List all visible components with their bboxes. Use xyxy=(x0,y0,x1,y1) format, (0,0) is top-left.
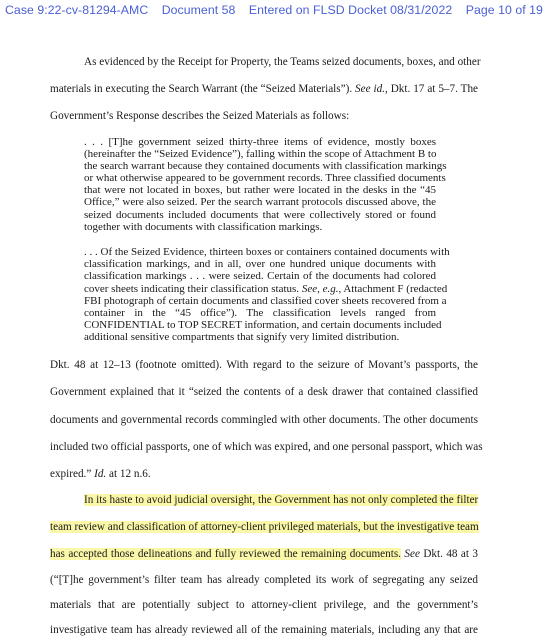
text-run: cover sheets indicating their classification status. xyxy=(84,282,302,295)
quote-line: . . . Of the Seized Evidence, thirteen boxes or containers contained documents with xyxy=(84,246,450,258)
quote-line: container in the “45 office”). The classification levels ranged from xyxy=(84,306,436,319)
para3-line: investigative team has already reviewed all of the remaining materials, including any that are xyxy=(50,624,478,636)
quote-line: the search warrant because they contained documents with classification markings xyxy=(84,159,447,172)
citation-signal: See, e.g. xyxy=(301,282,339,295)
text-run: materials in executing the Search Warrant (the “Seized Materials”). xyxy=(50,83,356,96)
para1-line: Government’s Response describes the Seized Materials as follows: xyxy=(50,110,350,123)
para2-line: Government explained that it “seized the contents of a desk drawer that contained classified xyxy=(50,386,478,399)
text-run: at 12 n.6. xyxy=(106,467,151,480)
quote-line: (hereinafter the “Seized Evidence”), falling within the scope of Attachment B to xyxy=(84,147,437,160)
citation-signal: See xyxy=(404,548,420,561)
para3-line: materials that are potentially subject to attorney-client privilege, and the government’s xyxy=(50,598,478,611)
quote-line: . . . [T]he government seized thirty-three items of evidence, mostly boxes xyxy=(84,135,436,148)
citation-signal: See id. xyxy=(355,83,385,96)
highlighted-text: team review and classification of attorney-client privileged materials, but the investigative team xyxy=(50,521,479,534)
para2-line: Dkt. 48 at 12–13 (footnote omitted). With regard to the seizure of Movant’s passports, the xyxy=(50,359,478,372)
para3-line xyxy=(50,521,478,534)
para3-line: (“[T]he government’s filter team has already completed its work of segregating any seized xyxy=(50,573,478,586)
quote-line: FBI photograph of certain documents and classified cover sheets recovered from a xyxy=(84,294,447,307)
highlighted-text: In its haste to avoid judicial oversight, the Government has not only completed the filter xyxy=(84,493,479,506)
quote-line: additional sensitive compartments that signify very limited distribution. xyxy=(84,331,400,344)
para2-line: included two official passports, one of which was expired, and one personal passport, which was xyxy=(50,440,483,453)
docket-header xyxy=(0,3,543,17)
para3-line xyxy=(50,548,478,561)
document-number: Document 58 xyxy=(161,3,236,17)
text-run: expired.” xyxy=(50,467,95,480)
case-number: Case 9:22-cv-81294-AMC xyxy=(5,3,149,17)
text-run: Dkt. 48 at 3 xyxy=(419,548,479,561)
page-number: Page 10 of 19 xyxy=(465,3,543,17)
quote-line: that were not located in boxes, but rather were located in the desks in the “45 xyxy=(84,184,436,197)
quote-line: classification markings . . . were seized. Certain of the documents had colored xyxy=(84,270,436,283)
quote-line: or what otherwise appeared to be government records. Three classified documents xyxy=(84,172,446,184)
quote-line xyxy=(84,282,448,296)
para3-line xyxy=(84,494,478,507)
para2-line xyxy=(50,468,151,481)
quote-line: seized documents included documents that were collectively stored or found xyxy=(84,208,436,221)
para2-line: documents and governmental records commingled with other documents. The other documents xyxy=(50,413,478,426)
quote-line: together with documents with classification markings. xyxy=(84,220,323,233)
text-run: , Attachment F (redacted xyxy=(338,282,448,295)
citation-signal: Id. xyxy=(94,467,107,480)
quote-line: CONFIDENTIAL to TOP SECRET information, and certain documents included xyxy=(84,318,442,331)
quote-line: classification markings, and in all, over one hundred unique documents with xyxy=(84,258,436,271)
highlighted-text: has accepted those delineations and fully reviewed the remaining documents. xyxy=(50,548,401,561)
para1-line: As evidenced by the Receipt for Property, the Teams seized documents, boxes, and other xyxy=(84,56,481,68)
para1-line xyxy=(50,83,478,96)
docket-entry: Entered on FLSD Docket 08/31/2022 xyxy=(248,3,453,17)
quote-line: Office,” were also seized. Per the search warrant protocols discussed above, the xyxy=(84,196,436,209)
text-run: , Dkt. 17 at 5–7. The xyxy=(385,83,479,96)
